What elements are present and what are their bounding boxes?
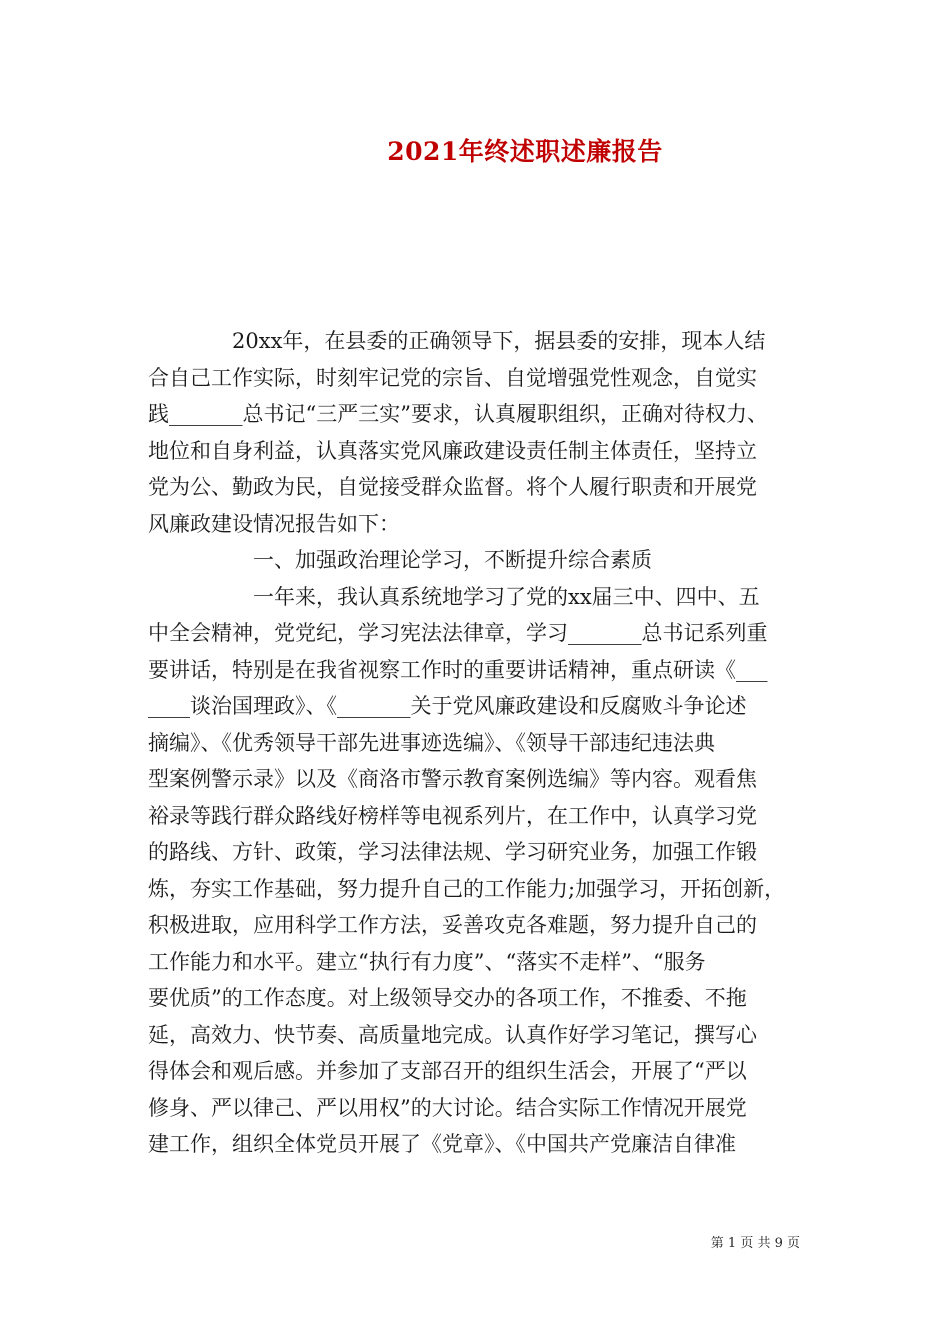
- text-line: ____谈治国理政》、《_______关于党风廉政建设和反腐败斗争论述: [148, 694, 747, 718]
- text-line: 要优质”的工作态度。对上级领导交办的各项工作，不推委、不拖: [148, 986, 747, 1010]
- text-line: 炼，夯实工作基础，努力提升自己的工作能力;加强学习，开拓创新，: [148, 876, 786, 901]
- section-heading: 一、加强政治理论学习，不断提升综合素质: [148, 548, 652, 572]
- text-line: 中全会精神，党党纪，学习宪法法律章，学习_______总书记系列重: [148, 621, 768, 645]
- text-line: 工作能力和水平。建立“执行有力度”、“落实不走样”、“服务: [148, 949, 706, 974]
- text-line: 党为公、勤政为民，自觉接受群众监督。将个人履行职责和开展党: [148, 475, 757, 499]
- text-line: 要讲话，特别是在我省视察工作时的重要讲话精神，重点研读《___: [148, 657, 768, 682]
- text-line: 修身、严以律己、严以用权”的大讨论。结合实际工作情况开展党: [148, 1095, 747, 1120]
- text-line: 的路线、方针、政策，学习法律法规、学习研究业务，加强工作锻: [148, 840, 757, 864]
- text-line: 裕录等践行群众路线好榜样等电视系列片，在工作中，认真学习党: [148, 803, 757, 828]
- text-line: 得体会和观后感。并参加了支部召开的组织生活会，开展了“严以: [148, 1059, 747, 1083]
- text-line: 一年来，我认真系统地学习了党的xx届三中、四中、五: [148, 584, 760, 609]
- text-line: 建工作，组织全体党员开展了《党章》、《中国共产党廉洁自律准: [148, 1132, 736, 1156]
- text-line: 合自己工作实际，时刻牢记党的宗旨、自觉增强党性观念，自觉实: [148, 365, 757, 390]
- page-number-footer: 第 1 页 共 9 页: [710, 1236, 800, 1251]
- text-line: 风廉政建设情况报告如下：: [148, 511, 400, 536]
- text-line: 积极进取，应用科学工作方法，妥善攻克各难题，努力提升自己的: [148, 913, 757, 937]
- text-line: 20xx年，在县委的正确领导下，据县委的安排，现本人结: [148, 329, 766, 353]
- body-text: [148, 323, 808, 1163]
- text-line: 延，高效力、快节奏、高质量地完成。认真作好学习笔记，撰写心: [148, 1022, 757, 1047]
- page-title: 2021年终述职述廉报告: [387, 137, 663, 166]
- text-line: 型案例警示录》以及《商洛市警示教育案例选编》等内容。观看焦: [148, 767, 757, 791]
- text-line: 地位和自身利益，认真落实党风廉政建设责任制主体责任，坚持立: [148, 438, 757, 463]
- text-line: 践_______总书记“三严三实”要求，认真履职组织，正确对待权力、: [148, 402, 768, 426]
- text-line: 摘编》、《优秀领导干部先进事迹选编》、《领导干部违纪违法典: [148, 730, 715, 755]
